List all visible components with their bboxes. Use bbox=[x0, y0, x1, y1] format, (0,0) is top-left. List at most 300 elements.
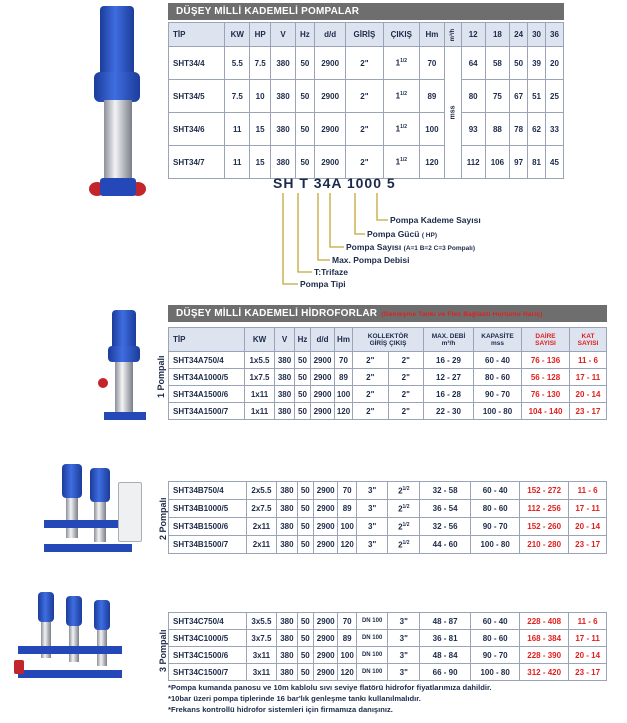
section1-title bbox=[168, 3, 564, 20]
cell-tip: SHT34B750/4 bbox=[169, 482, 247, 500]
cikis-val: 2 bbox=[398, 522, 403, 532]
cell-hm: 89 bbox=[420, 80, 445, 113]
table-row bbox=[169, 113, 564, 146]
cell-daire: 76 - 130 bbox=[522, 386, 570, 403]
cikis-sup: 1/2 bbox=[400, 58, 408, 65]
cell-24: 97 bbox=[510, 146, 528, 179]
col-12: 12 bbox=[461, 23, 485, 47]
cell-cikis bbox=[383, 113, 420, 146]
cell-kat: 23 - 17 bbox=[569, 536, 607, 554]
col-v: V bbox=[275, 328, 295, 352]
cell-30: 81 bbox=[528, 146, 546, 179]
cell-30: 51 bbox=[528, 80, 546, 113]
cell-debi: 48 - 84 bbox=[420, 647, 471, 664]
col-kapasite bbox=[474, 328, 522, 352]
cell-hz: 50 bbox=[297, 500, 313, 518]
cell-30: 39 bbox=[528, 47, 546, 80]
cikis-sup: 1/2 bbox=[400, 157, 408, 164]
cikis-sup: 1/2 bbox=[400, 91, 408, 98]
cell-debi: 16 - 29 bbox=[424, 352, 474, 369]
cell-kw: 3x5.5 bbox=[246, 613, 277, 630]
cell-hz: 50 bbox=[295, 386, 311, 403]
cell-kw: 3x11 bbox=[246, 664, 277, 681]
cell-tip: SHT34/5 bbox=[169, 80, 225, 113]
section2-title bbox=[168, 305, 607, 322]
cikis-sup: 1/2 bbox=[402, 503, 410, 510]
cell-hm: 89 bbox=[335, 369, 353, 386]
cell-hm: 120 bbox=[338, 536, 356, 554]
cell-dd: 2900 bbox=[315, 113, 346, 146]
cell-12: 64 bbox=[461, 47, 485, 80]
cell-hz: 50 bbox=[297, 613, 313, 630]
cell-giris: 2" bbox=[353, 386, 389, 403]
section2-title-text: DÜŞEY MİLLİ KADEMELİ HİDROFORLAR bbox=[176, 308, 378, 319]
cell-kapasite: 80 - 60 bbox=[471, 500, 520, 518]
col-cikis: ÇIKIŞ bbox=[383, 23, 420, 47]
cell-cikis: 3" bbox=[388, 613, 420, 630]
cell-kapasite: 90 - 70 bbox=[474, 386, 522, 403]
vertical-pump-image bbox=[88, 6, 154, 198]
cell-v: 380 bbox=[271, 113, 296, 146]
cell-dd: 2900 bbox=[313, 630, 338, 647]
table-row bbox=[169, 647, 607, 664]
col-tip: TİP bbox=[169, 328, 245, 352]
cell-kw: 11 bbox=[225, 113, 250, 146]
cell-24: 67 bbox=[510, 80, 528, 113]
cell-dd: 2900 bbox=[315, 47, 346, 80]
double-pump-hydrophore-image bbox=[40, 464, 160, 564]
cell-12: 112 bbox=[461, 146, 485, 179]
cikis-sup: 1/2 bbox=[400, 124, 408, 131]
cell-giris: 2" bbox=[353, 403, 389, 420]
cell-daire: 228 - 390 bbox=[520, 647, 569, 664]
hydrophore-table-2 bbox=[168, 481, 607, 554]
cell-v: 380 bbox=[271, 80, 296, 113]
unit-m3h: m³/h bbox=[449, 28, 456, 41]
cell-18: 75 bbox=[485, 80, 510, 113]
cell-kapasite: 100 - 80 bbox=[474, 403, 522, 420]
cell-dd: 2900 bbox=[311, 386, 335, 403]
cell-tip: SHT34A750/4 bbox=[169, 352, 245, 369]
cell-hz: 50 bbox=[295, 352, 311, 369]
table-row bbox=[169, 630, 607, 647]
cell-hz: 50 bbox=[297, 518, 313, 536]
cell-debi: 32 - 58 bbox=[420, 482, 471, 500]
label-kademe: Pompa Kademe Sayısı bbox=[390, 215, 481, 225]
daire-label: DAİRE bbox=[535, 332, 556, 340]
table-row bbox=[169, 47, 564, 80]
cell-hz: 50 bbox=[297, 647, 313, 664]
cell-hm: 100 bbox=[420, 113, 445, 146]
cell-daire: 210 - 280 bbox=[520, 536, 569, 554]
cell-cikis bbox=[388, 536, 420, 554]
cell-kat: 23 - 17 bbox=[569, 664, 607, 681]
label-sayisi bbox=[346, 242, 475, 252]
cell-dd: 2900 bbox=[311, 403, 335, 420]
col-daire bbox=[522, 328, 570, 352]
debi-label: MAX. DEBİ bbox=[431, 332, 466, 340]
cell-hp: 15 bbox=[250, 113, 271, 146]
footnote-2: *10bar üzeri pompa tiplerinde 16 bar'lık genleşme tankı kullanılmalıdır. bbox=[168, 694, 421, 703]
cell-18: 88 bbox=[485, 113, 510, 146]
col-hm: Hm bbox=[335, 328, 353, 352]
label-trifaze: T:Trifaze bbox=[314, 267, 349, 277]
col-hz: Hz bbox=[295, 328, 311, 352]
cell-kat: 17 - 11 bbox=[569, 500, 607, 518]
cell-kw: 2x11 bbox=[246, 536, 277, 554]
model-code: SH T 34A 1000 5 bbox=[273, 175, 396, 191]
cell-cikis bbox=[383, 47, 420, 80]
table-row bbox=[169, 403, 607, 420]
cell-daire: 56 - 128 bbox=[522, 369, 570, 386]
triple-pump-hydrophore-image bbox=[14, 592, 156, 688]
cell-hm: 89 bbox=[338, 630, 356, 647]
col-dd: d/d bbox=[311, 328, 335, 352]
hydrophore-table-1 bbox=[168, 327, 607, 420]
cell-tip: SHT34C1500/6 bbox=[169, 647, 247, 664]
cell-hm: 120 bbox=[420, 146, 445, 179]
cell-daire: 76 - 136 bbox=[522, 352, 570, 369]
table-row bbox=[169, 536, 607, 554]
label-guc-text: Pompa Gücü bbox=[367, 229, 420, 239]
cell-kw: 1x5.5 bbox=[245, 352, 275, 369]
cell-36: 45 bbox=[545, 146, 563, 179]
cell-hp: 7.5 bbox=[250, 47, 271, 80]
cell-cikis: 2" bbox=[388, 403, 424, 420]
table-row bbox=[169, 352, 607, 369]
cell-30: 62 bbox=[528, 113, 546, 146]
cell-daire: 228 - 408 bbox=[520, 613, 569, 630]
cell-hm: 100 bbox=[338, 647, 356, 664]
cell-debi: 22 - 30 bbox=[424, 403, 474, 420]
kollektor-cikis: ÇIKIŞ bbox=[389, 339, 407, 347]
single-pump-hydrophore-image bbox=[96, 310, 156, 428]
col-hz: Hz bbox=[295, 23, 314, 47]
col-30: 30 bbox=[528, 23, 546, 47]
cell-36: 20 bbox=[545, 47, 563, 80]
cell-daire: 152 - 260 bbox=[520, 518, 569, 536]
cell-hm: 100 bbox=[335, 386, 353, 403]
cell-daire: 312 - 420 bbox=[520, 664, 569, 681]
label-guc bbox=[367, 229, 437, 239]
cell-giris: 2" bbox=[346, 146, 383, 179]
cell-giris: 2" bbox=[346, 80, 383, 113]
cell-tip: SHT34C1000/5 bbox=[169, 630, 247, 647]
cikis-val: 1 bbox=[395, 58, 401, 68]
cell-giris: DN 100 bbox=[356, 630, 388, 647]
cell-giris: 2" bbox=[353, 352, 389, 369]
cell-daire: 152 - 272 bbox=[520, 482, 569, 500]
cell-kapasite: 80 - 60 bbox=[471, 630, 520, 647]
kat-label-2: SAYISI bbox=[577, 339, 599, 347]
cell-cikis: 3" bbox=[388, 647, 420, 664]
col-kollektor bbox=[353, 328, 424, 352]
cell-v: 380 bbox=[277, 536, 297, 554]
cell-giris: 2" bbox=[346, 47, 383, 80]
cell-kw: 1x7.5 bbox=[245, 369, 275, 386]
kat-label: KAT bbox=[581, 332, 595, 340]
cell-tip: SHT34A1500/7 bbox=[169, 403, 245, 420]
cell-hm: 70 bbox=[338, 613, 356, 630]
cell-dd: 2900 bbox=[313, 518, 338, 536]
pump-spec-table bbox=[168, 22, 564, 179]
cell-kapasite: 90 - 70 bbox=[471, 518, 520, 536]
table-row bbox=[169, 518, 607, 536]
cell-kat: 20 - 14 bbox=[569, 647, 607, 664]
cell-hp: 15 bbox=[250, 146, 271, 179]
cikis-val: 1 bbox=[395, 124, 401, 134]
cell-kat: 17 - 11 bbox=[569, 630, 607, 647]
label-sayisi-small: (A=1 B=2 C=3 Pompalı) bbox=[403, 245, 476, 252]
cell-hz: 50 bbox=[295, 113, 314, 146]
cell-cikis: 2" bbox=[388, 369, 424, 386]
table-row bbox=[169, 664, 607, 681]
label-sayisi-text: Pompa Sayısı bbox=[346, 242, 402, 252]
cell-hm: 120 bbox=[335, 403, 353, 420]
cell-kapasite: 60 - 40 bbox=[474, 352, 522, 369]
cell-kapasite: 60 - 40 bbox=[471, 482, 520, 500]
cell-v: 380 bbox=[277, 613, 297, 630]
cell-v: 380 bbox=[275, 386, 295, 403]
cell-hm: 70 bbox=[335, 352, 353, 369]
cell-kat: 17 - 11 bbox=[570, 369, 607, 386]
cell-dd: 2900 bbox=[313, 647, 338, 664]
cell-kapasite: 80 - 60 bbox=[474, 369, 522, 386]
table-row bbox=[169, 80, 564, 113]
cell-giris: 3" bbox=[356, 482, 388, 500]
cell-cikis bbox=[383, 146, 420, 179]
cell-kapasite: 60 - 40 bbox=[471, 613, 520, 630]
cell-hz: 50 bbox=[295, 403, 311, 420]
cell-kat: 11 - 6 bbox=[569, 482, 607, 500]
cell-giris: 3" bbox=[356, 518, 388, 536]
cell-v: 380 bbox=[277, 664, 297, 681]
cell-dd: 2900 bbox=[313, 536, 338, 554]
cell-cikis bbox=[388, 500, 420, 518]
cell-12: 80 bbox=[461, 80, 485, 113]
cell-tip: SHT34C750/4 bbox=[169, 613, 247, 630]
cell-kapasite: 90 - 70 bbox=[471, 647, 520, 664]
label-tipi: Pompa Tipi bbox=[300, 279, 346, 289]
cell-18: 58 bbox=[485, 47, 510, 80]
cell-dd: 2900 bbox=[313, 613, 338, 630]
cell-debi: 66 - 90 bbox=[420, 664, 471, 681]
cell-36: 25 bbox=[545, 80, 563, 113]
cell-dd: 2900 bbox=[313, 482, 338, 500]
table-row bbox=[169, 369, 607, 386]
cell-hz: 50 bbox=[295, 369, 311, 386]
cell-debi: 32 - 56 bbox=[420, 518, 471, 536]
cell-cikis: 2" bbox=[388, 386, 424, 403]
cell-dd: 2900 bbox=[315, 146, 346, 179]
cell-debi: 16 - 28 bbox=[424, 386, 474, 403]
cell-debi: 44 - 60 bbox=[420, 536, 471, 554]
cell-hz: 50 bbox=[297, 630, 313, 647]
cell-hm: 70 bbox=[420, 47, 445, 80]
cell-hz: 50 bbox=[297, 482, 313, 500]
cell-cikis bbox=[388, 518, 420, 536]
col-36: 36 bbox=[545, 23, 563, 47]
cell-tip: SHT34/7 bbox=[169, 146, 225, 179]
cell-kw: 7.5 bbox=[225, 80, 250, 113]
cell-tip: SHT34B1000/5 bbox=[169, 500, 247, 518]
cikis-sup: 1/2 bbox=[402, 539, 410, 546]
cell-daire: 104 - 140 bbox=[522, 403, 570, 420]
cell-dd: 2900 bbox=[313, 664, 338, 681]
cell-v: 380 bbox=[277, 518, 297, 536]
footnote-1: *Pompa kumanda panosu ve 10m kablolu sıvı seviye flatörü hidrofor fiyatlarımıza dahildir. bbox=[168, 683, 492, 692]
cikis-val: 2 bbox=[398, 540, 403, 550]
footnote-3: *Frekans kontrollü hidrofor sistemleri için firmamıza danışınız. bbox=[168, 705, 393, 714]
cell-hm: 89 bbox=[338, 500, 356, 518]
cell-12: 93 bbox=[461, 113, 485, 146]
cell-giris: 2" bbox=[353, 369, 389, 386]
cikis-val: 1 bbox=[395, 157, 401, 167]
cell-debi: 12 - 27 bbox=[424, 369, 474, 386]
cell-kat: 20 - 14 bbox=[569, 518, 607, 536]
cell-giris: DN 100 bbox=[356, 647, 388, 664]
cell-tip: SHT34B1500/7 bbox=[169, 536, 247, 554]
table-row bbox=[169, 386, 607, 403]
cikis-sup: 1/2 bbox=[402, 485, 410, 492]
table-row bbox=[169, 500, 607, 518]
cell-36: 33 bbox=[545, 113, 563, 146]
cell-cikis: 2" bbox=[388, 352, 424, 369]
cell-hz: 50 bbox=[295, 47, 314, 80]
cell-dd: 2900 bbox=[313, 500, 338, 518]
cell-kw: 11 bbox=[225, 146, 250, 179]
cell-v: 380 bbox=[275, 369, 295, 386]
col-hp: HP bbox=[250, 23, 271, 47]
cell-tip: SHT34A1000/5 bbox=[169, 369, 245, 386]
cell-24: 50 bbox=[510, 47, 528, 80]
col-kat bbox=[570, 328, 607, 352]
cell-giris: 3" bbox=[356, 536, 388, 554]
cell-kw: 3x11 bbox=[246, 647, 277, 664]
footnotes bbox=[168, 682, 492, 715]
cell-v: 380 bbox=[277, 500, 297, 518]
cell-kw: 2x5.5 bbox=[246, 482, 277, 500]
cell-tip: SHT34/4 bbox=[169, 47, 225, 80]
cell-giris: DN 100 bbox=[356, 664, 388, 681]
kollektor-giris: GİRİŞ bbox=[369, 339, 388, 347]
cikis-val: 1 bbox=[395, 91, 401, 101]
cell-cikis bbox=[388, 482, 420, 500]
cell-18: 106 bbox=[485, 146, 510, 179]
cell-giris: DN 100 bbox=[356, 613, 388, 630]
group2-label: 2 Pompalı bbox=[158, 497, 168, 540]
cell-kapasite: 100 - 80 bbox=[471, 536, 520, 554]
cell-hz: 50 bbox=[297, 536, 313, 554]
group3-label: 3 Pompalı bbox=[158, 629, 168, 672]
hydrophore-table-3 bbox=[168, 612, 607, 681]
cell-v: 380 bbox=[277, 630, 297, 647]
cell-v: 380 bbox=[275, 352, 295, 369]
cell-hz: 50 bbox=[295, 146, 314, 179]
cell-tip: SHT34C1500/7 bbox=[169, 664, 247, 681]
cell-hp: 10 bbox=[250, 80, 271, 113]
cell-kw: 2x11 bbox=[246, 518, 277, 536]
col-unit bbox=[444, 23, 461, 47]
table-row bbox=[169, 482, 607, 500]
cell-kat: 23 - 17 bbox=[570, 403, 607, 420]
col-giris: GİRİŞ bbox=[346, 23, 383, 47]
cell-kapasite: 100 - 80 bbox=[471, 664, 520, 681]
daire-label-2: SAYISI bbox=[535, 339, 556, 347]
cell-tip: SHT34B1500/6 bbox=[169, 518, 247, 536]
cell-daire: 112 - 256 bbox=[520, 500, 569, 518]
cell-debi: 36 - 81 bbox=[420, 630, 471, 647]
mss-label: mss bbox=[449, 105, 457, 120]
cell-hz: 50 bbox=[295, 80, 314, 113]
cell-cikis bbox=[383, 80, 420, 113]
label-guc-small: ( HP) bbox=[421, 232, 437, 239]
cikis-sup: 1/2 bbox=[402, 521, 410, 528]
cell-tip: SHT34A1500/6 bbox=[169, 386, 245, 403]
cell-v: 380 bbox=[275, 403, 295, 420]
section2-note: (Genleşme Tankı ve Flex Bağlantı Hortumu Hariç) bbox=[381, 311, 543, 318]
col-dd: d/d bbox=[315, 23, 346, 47]
cell-kw: 1x11 bbox=[245, 403, 275, 420]
cell-v: 380 bbox=[277, 482, 297, 500]
cell-dd: 2900 bbox=[311, 352, 335, 369]
cell-kw: 1x11 bbox=[245, 386, 275, 403]
cell-v: 380 bbox=[271, 146, 296, 179]
cell-giris: 2" bbox=[346, 113, 383, 146]
cell-kat: 20 - 14 bbox=[570, 386, 607, 403]
cell-hm: 100 bbox=[338, 518, 356, 536]
col-v: V bbox=[271, 23, 296, 47]
cikis-val: 2 bbox=[398, 504, 403, 514]
label-debi: Max. Pompa Debisi bbox=[332, 255, 410, 265]
cell-kat: 11 - 6 bbox=[569, 613, 607, 630]
cell-v: 380 bbox=[277, 647, 297, 664]
cell-kw: 2x7.5 bbox=[246, 500, 277, 518]
group1-label: 1 Pompalı bbox=[156, 355, 166, 398]
kollektor-label: KOLLEKTÖR bbox=[367, 332, 409, 340]
col-debi bbox=[424, 328, 474, 352]
col-18: 18 bbox=[485, 23, 510, 47]
kapasite-unit: mss bbox=[490, 339, 504, 347]
cell-hm: 120 bbox=[338, 664, 356, 681]
cell-24: 78 bbox=[510, 113, 528, 146]
col-24: 24 bbox=[510, 23, 528, 47]
cell-tip: SHT34/6 bbox=[169, 113, 225, 146]
col-tip: TİP bbox=[169, 23, 225, 47]
cell-dd: 2900 bbox=[315, 80, 346, 113]
debi-unit: m³/h bbox=[441, 339, 456, 347]
cell-kw: 3x7.5 bbox=[246, 630, 277, 647]
cell-kat: 11 - 6 bbox=[570, 352, 607, 369]
kapasite-label: KAPASİTE bbox=[481, 332, 514, 340]
cell-giris: 3" bbox=[356, 500, 388, 518]
col-kw: KW bbox=[225, 23, 250, 47]
cell-kw: 5.5 bbox=[225, 47, 250, 80]
cell-mss bbox=[444, 47, 461, 179]
cell-hm: 70 bbox=[338, 482, 356, 500]
table-row bbox=[169, 613, 607, 630]
cikis-val: 2 bbox=[398, 486, 403, 496]
col-kw: KW bbox=[245, 328, 275, 352]
cell-hz: 50 bbox=[297, 664, 313, 681]
cell-debi: 36 - 54 bbox=[420, 500, 471, 518]
section1-title-text: DÜŞEY MİLLİ KADEMELİ POMPALAR bbox=[176, 6, 360, 17]
col-hm: Hm bbox=[420, 23, 445, 47]
cell-daire: 168 - 384 bbox=[520, 630, 569, 647]
cell-debi: 48 - 87 bbox=[420, 613, 471, 630]
cell-cikis: 3" bbox=[388, 630, 420, 647]
cell-cikis: 3" bbox=[388, 664, 420, 681]
